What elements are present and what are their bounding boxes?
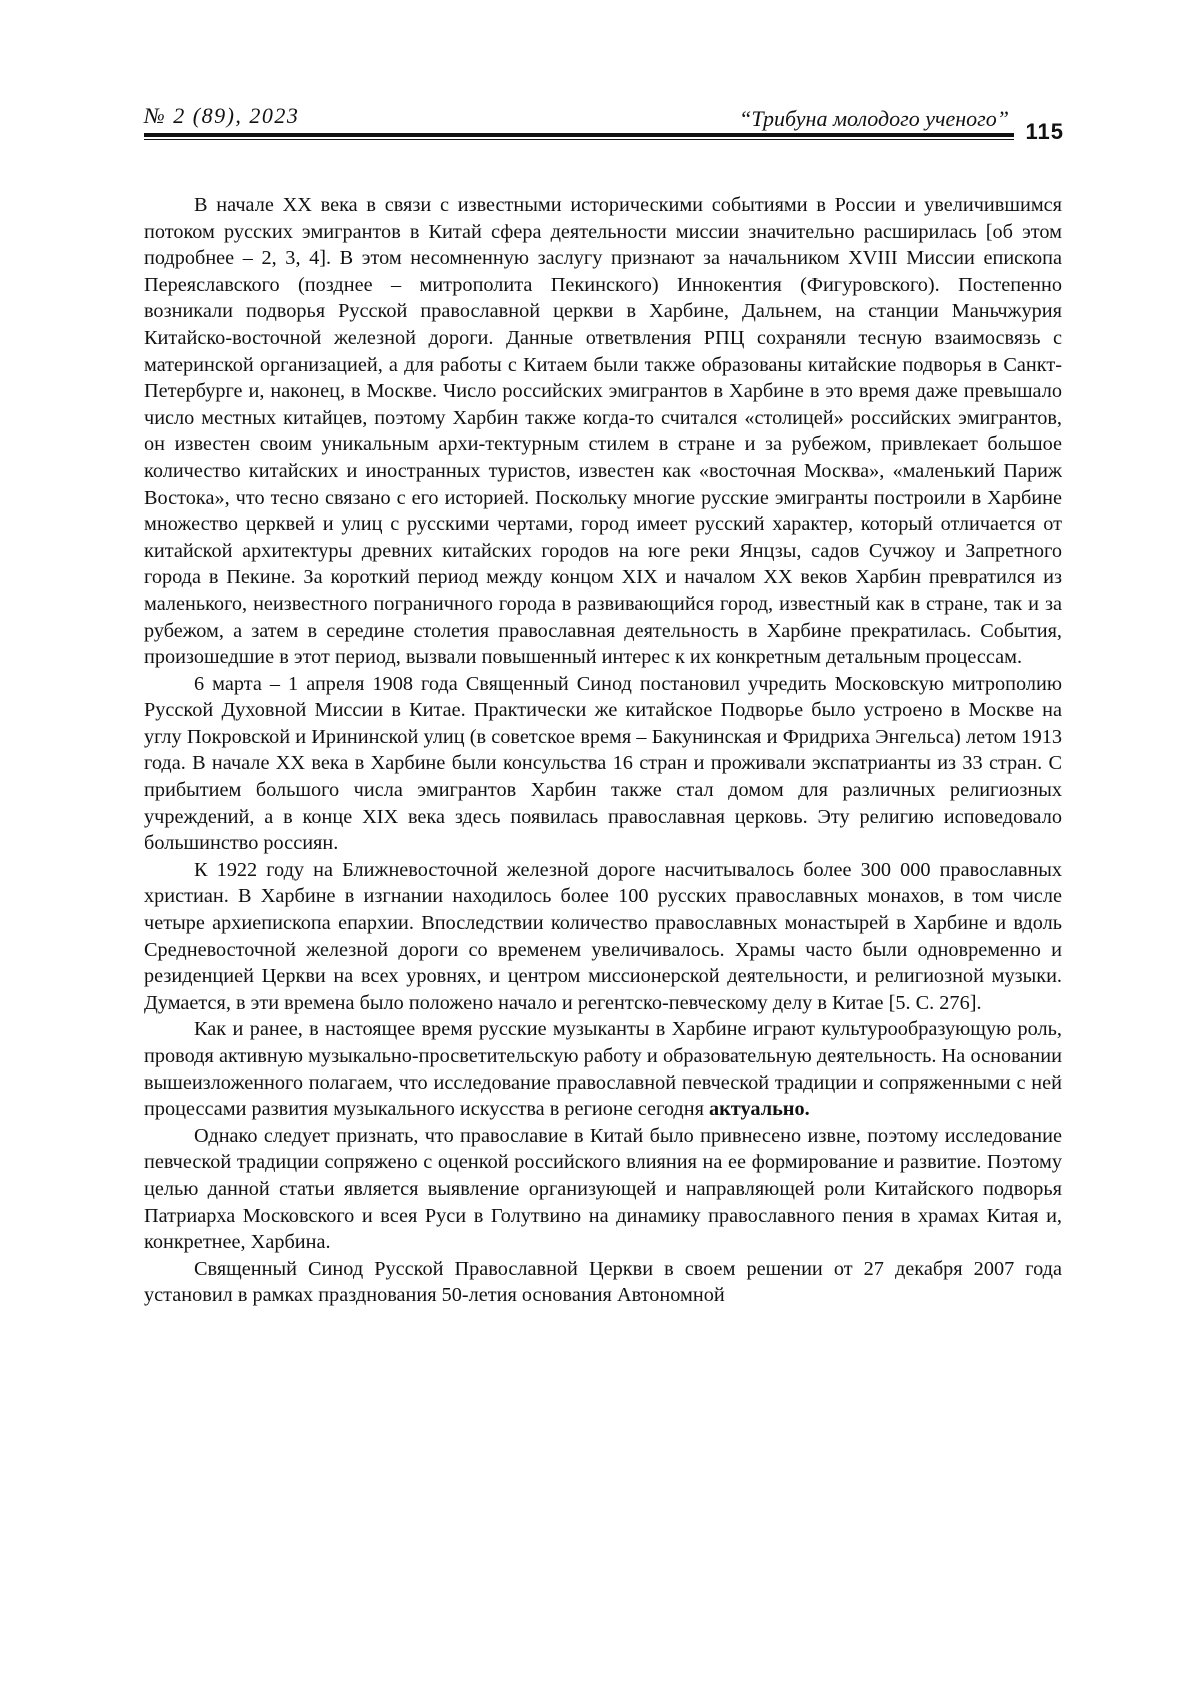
page-number: 115 [1026, 119, 1065, 145]
journal-title: “Трибуна молодого ученого” [739, 106, 1009, 132]
paragraph-4-text: Как и ранее, в настоящее время русские музыканты в Харбине играют культурообразующую роль, проводя активную музыкально-просветительскую работу и образовательную деятельность. На основании вышеизложенного полагаем, что исследование православной певческой традиции и сопряженными с ней процессами развития музыкального искусства в регионе сегодня [144, 1018, 1062, 1120]
paragraph-5: Однако следует признать, что православие в Китай было привнесено извне, поэтому исследование певческой традиции сопряжено с оценкой российского влияния на ее формирование и развитие. Поэтому целью данной статьи является выявление организующей и направляющей роли Китайского подворья Патриарха Московского и всея Руси в Голутвино на динамику православного пения в храмах Китая и, конкретнее, Харбина. [144, 1123, 1062, 1256]
paragraph-2: 6 марта – 1 апреля 1908 года Священный Синод постановил учредить Московскую митрополию Русской Духовной Миссии в Китае. Практически же китайское Подворье было устроено в Москве на углу Покровской и Ирининской улиц (в советское время – Бакунинская и Фридриха Энгельса) летом 1913 года. В начале XX века в Харбине были консульства 16 стран и проживали экспатрианты из 33 стран. С прибытием большого числа эмигрантов Харбин также стал домом для различных религиозных учреждений, а в конце XIX века здесь появилась православная церковь. Эту религию исповедовало большинство россиян. [144, 671, 1062, 857]
paragraph-4 [144, 1016, 1062, 1122]
article-body [144, 192, 1062, 1309]
header-rule [144, 133, 1014, 140]
emphasis-relevant: актуально. [709, 1098, 810, 1120]
issue-number: № 2 (89), 2023 [144, 103, 299, 129]
paragraph-3: К 1922 году на Ближневосточной железной дороге насчитывалось более 300 000 православных христиан. В Харбине в изгнании находилось более 100 русских православных монахов, в том числе четыре архиепископа епархии. Впоследствии количество православных монастырей в Харбине и вдоль Средневосточной железной дороги со временем увеличивалось. Храмы часто были одновременно и резиденцией Церкви на всех уровнях, и центром миссионерской деятельности, и религиозной музыки. Думается, в эти времена было положено начало и регентско-певческому делу в Китае [5. С. 276]. [144, 857, 1062, 1017]
journal-page [0, 0, 1200, 1698]
paragraph-6: Священный Синод Русской Православной Церкви в своем решении от 27 декабря 2007 года установил в рамках празднования 50-летия основания Автономной [144, 1256, 1062, 1309]
running-header [144, 103, 1064, 139]
paragraph-1: В начале XX века в связи с известными историческими событиями в России и увеличившимся потоком русских эмигрантов в Китай сфера деятельности миссии значительно расширилась [об этом подробнее – 2, 3, 4]. В этом несомненную заслугу признают за начальником XVIII Миссии епископа Переяславского (позднее – митрополита Пекинского) Иннокентия (Фигуровского). Постепенно возникали подворья Русской православной церкви в Харбине, Дальнем, на станции Маньчжурия Китайско-восточной железной дороги. Данные ответвления РПЦ сохраняли тесную взаимосвязь с материнской организацией, а для работы с Китаем были также образованы китайские подворья в Санкт-Петербурге и, наконец, в Москве. Число российских эмигрантов в Харбине в это время даже превышало число местных китайцев, поэтому Харбин также когда-то считался «столицей» российских эмигрантов, он известен своим уникальным архи-­тектурным стилем в стране и за рубежом, привлекает большое количество китайских и иностранных туристов, известен как «восточная Москва», «маленький Париж Востока», что тесно связано с его историей. Поскольку многие русские эмигранты построили в Харбине множество церквей и улиц с русскими чертами, город имеет русский характер, который отличается от китайской архитектуры древних китайских городов на юге реки Янцзы, садов Сучжоу и Запретного города в Пекине. За короткий период между концом XIX и началом XX веков Харбин превратился из маленького, неизвестного пограничного города в развивающийся город, известный как в стране, так и за рубежом, а затем в середине столетия православная деятельность в Харбине прекратилась. События, произошедшие в этот период, вызвали повышенный интерес к их конкретным детальным процессам. [144, 192, 1062, 671]
